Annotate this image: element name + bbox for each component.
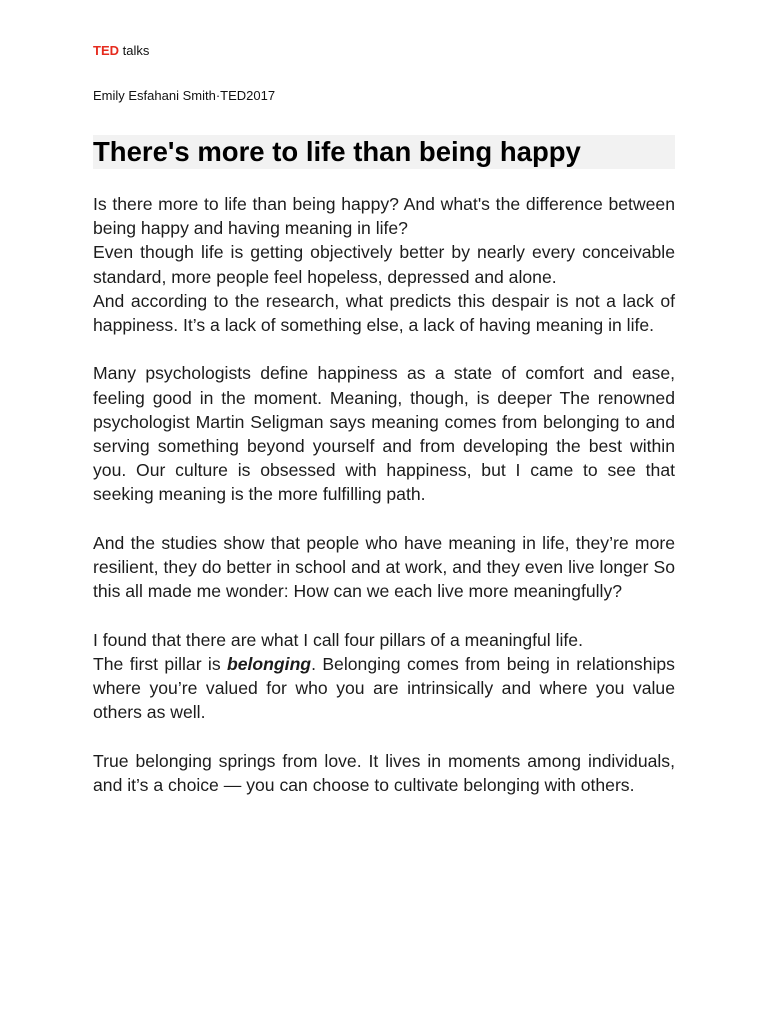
page-title: There's more to life than being happy (93, 136, 581, 167)
paragraph-studies: And the studies show that people who have meaning in life, they’re more resilient, they do better in school and at work, and they even live longer So this all made me wonder: How can we each live more meaningfully? (93, 532, 675, 602)
article-body (93, 192, 675, 797)
ted-logo-text: TED (93, 43, 119, 58)
title-banner (93, 135, 675, 169)
paragraph-spacer (93, 603, 675, 627)
paragraph-life-better: Even though life is getting objectively better by nearly every conceivable standard, more people feel hopeless, depressed and alone. (93, 242, 675, 287)
paragraph-four-pillars: I found that there are what I call four pillars of a meaningful life. (93, 629, 583, 650)
belonging-emphasis: belonging (227, 653, 312, 674)
ted-talks-logo (93, 42, 149, 60)
paragraph-psychologists: Many psychologists define happiness as a state of comfort and ease, feeling good in the moment. Meaning, though, is deeper The renowned psychologist Martin Seligman says meaning comes from belonging to and serving something beyond yourself and from developing the best within you. Our culture is obsessed with happiness, but I came to see that seeking meaning is the more fulfilling path. (93, 363, 675, 505)
first-pillar-lead-text: The first pillar is (93, 653, 228, 674)
paragraph-first-pillar (93, 652, 675, 725)
paragraph-spacer (93, 724, 675, 748)
paragraph-spacer (93, 507, 675, 531)
speaker-byline: Emily Esfahani Smith·TED2017 (93, 88, 276, 103)
paragraph-spacer (93, 337, 675, 361)
paragraph-research-despair: And according to the research, what predicts this despair is not a lack of happiness. It’s a lack of something else, a lack of having meaning in life. (93, 290, 675, 336)
paragraph-true-belonging: True belonging springs from love. It lives in moments among individuals, and it’s a choice — you can choose to cultivate belonging with others. (93, 750, 675, 795)
talks-logo-text: talks (119, 43, 150, 58)
paragraph-intro-question: Is there more to life than being happy? And what's the difference between being happy and having meaning in life? (93, 194, 675, 239)
first-pillar-rest-text: . Belonging comes from being in relationships where you’re valued for who you are intrinsically and where you value others as well. (93, 653, 675, 723)
